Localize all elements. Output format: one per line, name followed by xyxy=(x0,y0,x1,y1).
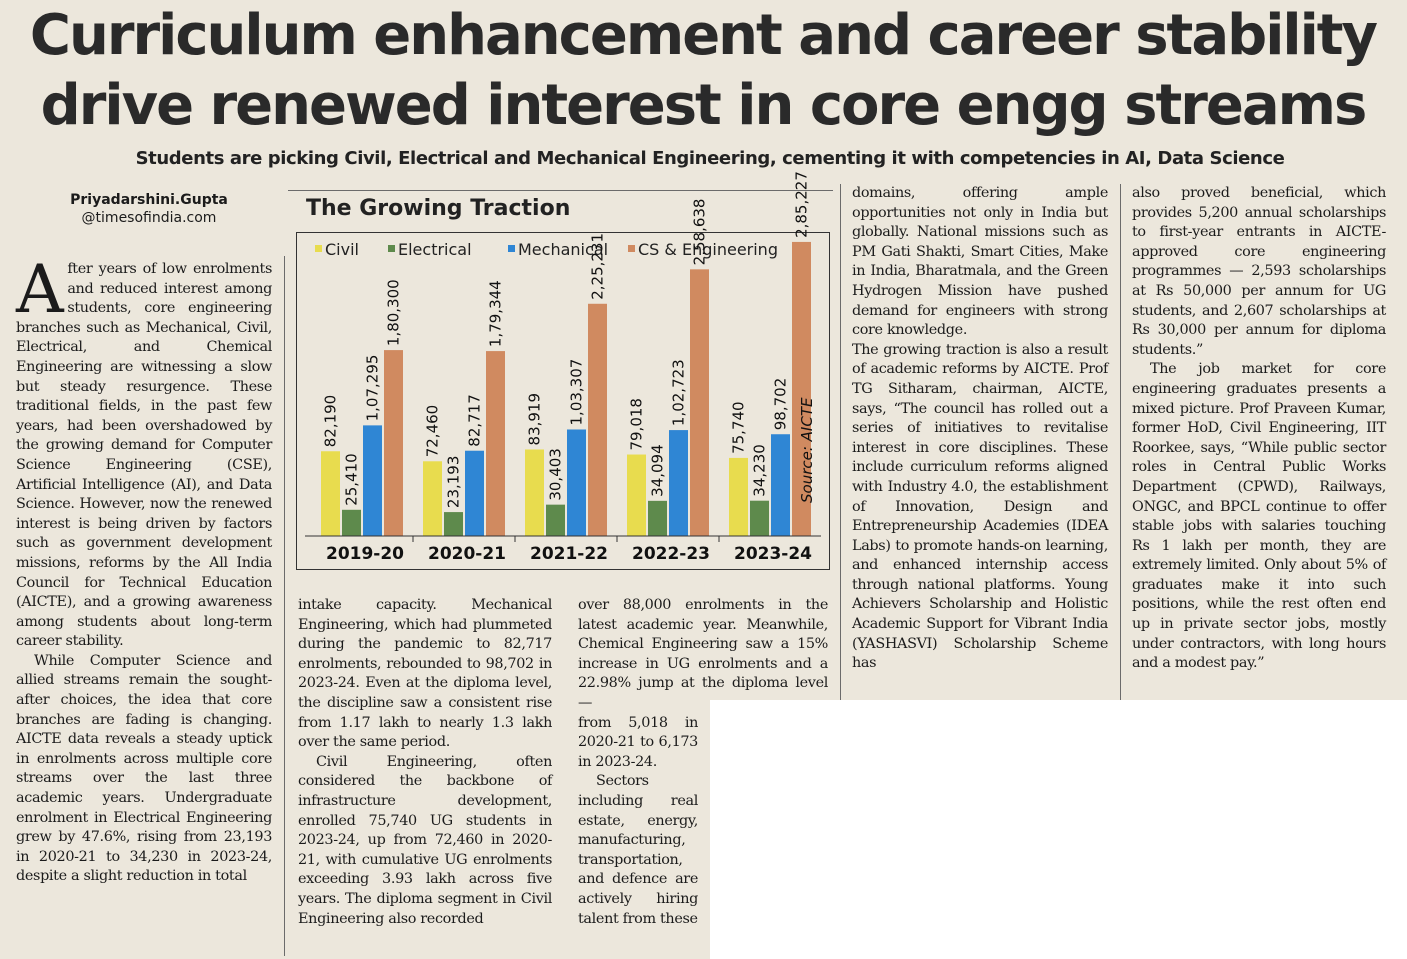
paragraph: from 5,018 in 2020-21 to 6,173 in 2023-24. xyxy=(578,714,698,770)
paragraph: over 88,000 enrolments in the latest academic year. Meanwhile, Chemical Engineering saw a 15% increase in UG enrolments and a 22.98% jump at the diploma level — xyxy=(578,597,828,711)
data-label: 34,230 xyxy=(750,444,769,497)
chart-bar xyxy=(423,461,442,536)
chart-bar xyxy=(690,269,709,536)
chart-bar xyxy=(588,304,607,536)
paragraph: domains, offering ample opportunities not only in India but globally. National missions such as PM Gati Shakti, Smart Cities, Make in India, Bharatmala, and the Green Hydrogen Mission have pushed demand for engineers with strong core knowledge. xyxy=(852,185,1108,339)
paragraph: also proved beneficial, which provides 5,200 annual scholarships to first-year entrants in AICTE-approved core engineering programmes — 2,593 scholarships at Rs 50,000 per annum for UG students, and 2,607 scholarships at Rs 30,000 per annum for diploma students.” xyxy=(1132,185,1386,358)
blank-area xyxy=(710,700,1407,959)
chart-top-rule xyxy=(288,190,833,191)
drop-cap: A xyxy=(16,251,64,328)
legend-label: Mechanical xyxy=(518,240,609,259)
data-label: 72,460 xyxy=(423,404,442,458)
x-tick-label: 2020-21 xyxy=(427,544,507,564)
data-label: 34,094 xyxy=(648,444,667,497)
deck-subheadline: Students are picking Civil, Electrical and Mechanical Engineering, cementing it with competencies in AI, Data Science xyxy=(135,148,1285,169)
chart-bar xyxy=(384,350,403,536)
paragraph: While Computer Science and allied streams remain the sought-after choices, the idea that core branches are fading is changing. AICTE data reveals a steady uptick in enrolments across multiple core streams over the last three academic years. Undergraduate enrolment in Electrical Engineering grew by 47.6%, rising from 23,193 in 2020-21 to 34,230 in 2023-24, despite a slight reduction in total xyxy=(16,652,272,885)
chart-bar xyxy=(567,429,586,536)
legend-swatch xyxy=(628,245,635,252)
column-rule xyxy=(1120,184,1121,704)
paragraph: Sectors including real estate, energy, manufacturing, transportation, and defence are actively hiring talent from these xyxy=(578,773,698,927)
headline-line-1: Curriculum enhancement and career stability xyxy=(29,3,1377,68)
data-label: 83,919 xyxy=(525,392,544,446)
chart-bar xyxy=(627,455,646,536)
chart-bar xyxy=(669,430,688,536)
column-rule xyxy=(284,256,285,956)
chart-bar xyxy=(525,449,544,536)
paragraph: The growing traction is also a result of academic reforms by AICTE. Prof TG Sitharam, chairman, AICTE, says, “The council has rolled out a series of initiatives to revitalise interest in core disciplines. These include curriculum reforms aligned with Industry 4.0, the establishment of Innovation, Design and Entrepreneurship Academies (IDEA Labs) to promote hands-on learning, and enhanced internship access through national platforms. Young Achievers Scholarship and Holistic Academic Support for Vibrant India (YASHASVI) Scholarship Scheme has xyxy=(852,341,1108,672)
byline-author: Priyadarshini.Gupta xyxy=(70,192,228,208)
chart-bar xyxy=(729,458,748,536)
article-column-2 xyxy=(298,596,552,929)
legend-swatch xyxy=(388,245,395,252)
x-tick-label: 2023-24 xyxy=(733,544,813,564)
data-label: 82,190 xyxy=(321,394,340,448)
chart-bar xyxy=(486,351,505,536)
data-label: 82,717 xyxy=(465,394,484,447)
chart-title: The Growing Traction xyxy=(306,196,571,221)
article-column-1 xyxy=(16,251,272,887)
data-label: 30,403 xyxy=(546,448,565,501)
chart-bar xyxy=(771,434,790,536)
article-column-5 xyxy=(1132,184,1386,674)
chart-bar xyxy=(363,425,382,536)
article-column-4 xyxy=(852,184,1108,674)
legend-swatch xyxy=(508,245,515,252)
data-label: 25,410 xyxy=(342,453,361,506)
paragraph: The job market for core engineering graduates presents a mixed picture. Prof Praveen Kumar, former HoD, Civil Engineering, IIT Roorkee, says, “While public sector roles in Central Public Works Department (CPWD), Railways, ONGC, and BPCL continue to offer stable jobs with salaries touching Rs 1 lakh per month, they are extremely limited. Only about 5% of graduates make it into such positions, while the rest often end up in private sector jobs, mostly under contractors, with long hours and a modest pay.” xyxy=(1132,361,1386,672)
paragraph: intake capacity. Mechanical Engineering, which had plummeted during the pandemic to 82,717 enrolments, rebounded to 98,702 in 2023-24. Even at the diploma level, the discipline saw a consistent rise from 1.17 lakh to nearly 1.3 lakh over the same period. xyxy=(298,597,552,751)
paragraph: fter years of low enrolments and reduced interest among students, core engineering branches such as Mechanical, Civil, Electrical, and Chemical Engineering are witnessing a slow but steady resurgence. These traditional fields, in the past few years, had been overshadowed by the growing demand for Computer Science Engineering (CSE), Artificial Intelligence (AI), and Data Science. However, now the renewed interest is being driven by factors such as government development missions, reforms by the All India Council for Technical Education (AICTE), and a growing awareness among students about long-term career stability. xyxy=(16,261,272,650)
chart-source: Source: AICTE xyxy=(798,397,816,503)
paragraph: Civil Engineering, often considered the backbone of infrastructure development, enrolled 75,740 UG students in 2023-24, up from 72,460 in 2020-21, with cumulative UG enrolments exceeding 3.93 lakh across five years. The diploma segment in Civil Engineering also recorded xyxy=(298,753,552,927)
data-label: 2,85,227 xyxy=(792,171,811,238)
data-label: 1,80,300 xyxy=(384,279,403,347)
chart-bar xyxy=(342,510,361,536)
byline-handle: @timesofindia.com xyxy=(81,210,217,226)
data-label: 1,02,723 xyxy=(669,359,688,427)
data-label: 1,07,295 xyxy=(363,354,382,422)
data-label: 75,740 xyxy=(729,401,748,454)
data-label: 23,193 xyxy=(444,455,463,509)
chart-bar xyxy=(546,505,565,536)
data-label: 1,03,307 xyxy=(567,358,586,426)
data-label: 2,58,638 xyxy=(690,198,709,266)
x-tick-label: 2021-22 xyxy=(529,544,609,564)
x-tick-label: 2019-20 xyxy=(325,544,405,564)
chart-bar xyxy=(750,501,769,536)
legend-label: Electrical xyxy=(398,240,472,259)
legend-label: CS & Engineering xyxy=(638,240,778,259)
chart-bar xyxy=(321,451,340,536)
chart-bar xyxy=(465,451,484,536)
column-rule xyxy=(840,184,841,704)
chart-bar xyxy=(444,512,463,536)
data-label: 2,25,231 xyxy=(588,232,607,300)
legend-swatch xyxy=(315,245,322,252)
data-label: 1,79,344 xyxy=(486,280,505,348)
legend-label: Civil xyxy=(325,240,359,259)
x-tick-label: 2022-23 xyxy=(631,544,711,564)
chart-bar xyxy=(648,501,667,536)
headline-line-2: drive renewed interest in core engg streams xyxy=(40,73,1366,138)
data-label: 79,018 xyxy=(627,398,646,451)
data-label: 98,702 xyxy=(771,377,790,431)
